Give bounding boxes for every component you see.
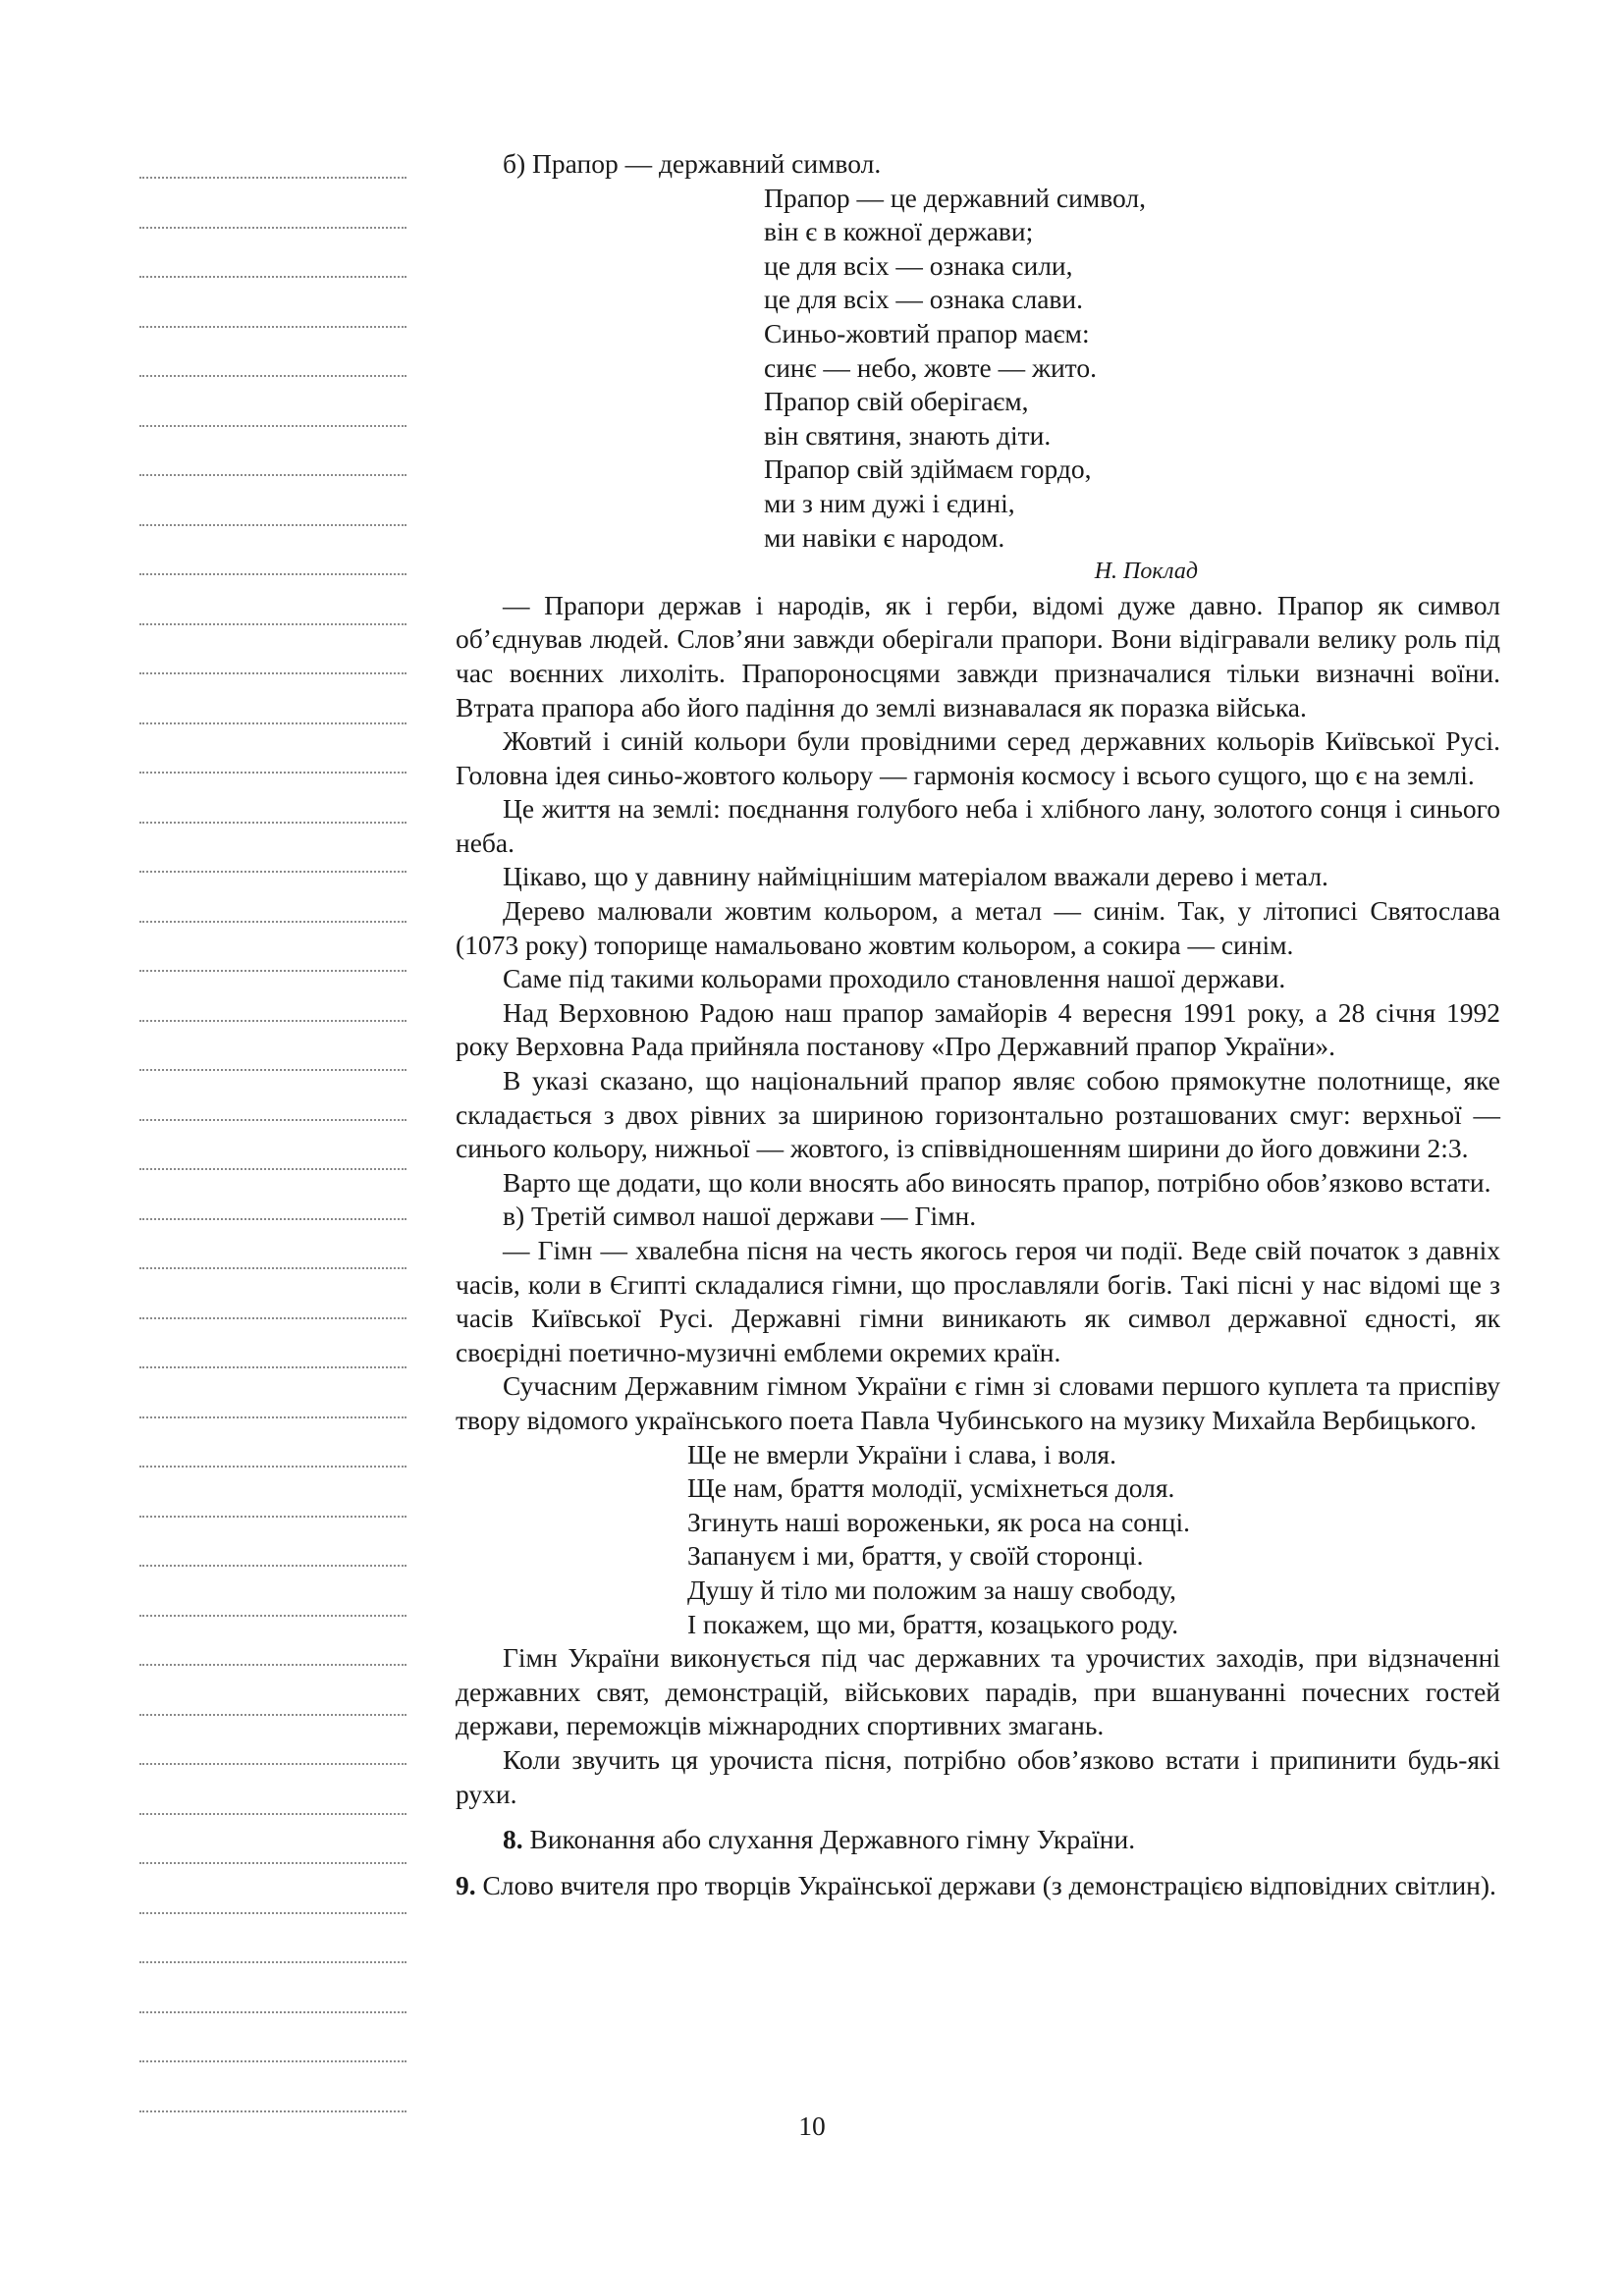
poem-line: Прапор — це державний символ, [764,182,1146,213]
anthem-after-paragraphs [456,1641,1500,1811]
poem-line: Згинуть наші вороженьки, як роса на сонці. [687,1506,1190,1537]
note-line [139,573,406,575]
poem-line: синє — небо, жовте — жито. [764,351,1097,383]
anthem-heading: в) Третій символ нашої держави — Гімн. [503,1201,977,1232]
note-line [139,1366,406,1368]
poem-line: він святиня, знають діти. [764,419,1052,451]
poem-line: Ще нам, браття молодії, усміхнеться доля. [687,1472,1175,1504]
note-line [139,1615,406,1617]
paragraph: Дерево малювали жовтим кольором, а метал — синім. Так, у літописі Святослава (1073 року) топорище намальовано жовтим кольором, а сокира — синім. [456,895,1500,960]
note-line [139,375,406,377]
poem-line: Синьо-жовтий прапор маєм: [764,317,1090,348]
note-line [139,1961,406,1963]
item-8 [456,1823,1500,1857]
note-line [139,1466,406,1468]
note-line [139,425,406,427]
paragraph: Коли звучить ця урочиста пісня, потрібно обов’язково встати і припинити будь-які рухи. [456,1743,1500,1809]
poem-line: Прапор свій здіймаєм гордо, [764,454,1092,485]
poem-line: це для всіх — ознака сили, [764,249,1073,281]
note-line [139,177,406,179]
paragraph: Варто ще додати, що коли вносять або виносять прапор, потрібно обов’язково встати. [503,1166,1491,1198]
note-line [139,1714,406,1716]
note-lines [139,0,406,2296]
poem-author: Н. Поклад [1094,559,1198,585]
note-line [139,970,406,972]
note-line [139,2011,406,2013]
page-number: 10 [798,2110,826,2141]
poem-line: Ще не вмерли України і слава, і воля. [687,1438,1116,1469]
note-line [139,871,406,873]
item-9 [456,1869,1500,1903]
poem-line: Прапор свій оберігаєм, [764,386,1029,417]
poem-line: це для всіх — ознака слави. [764,284,1083,315]
note-line [139,822,406,824]
note-line [139,1119,406,1121]
note-line [139,227,406,229]
poem-line: І покажем, що ми, браття, козацького роду. [687,1608,1179,1639]
item-number: 9. [456,1869,476,1900]
paragraph: В указі сказано, що національний прапор являє собою прямокутне полотнище, яке складається з двох рівних за шириною горизонтально розташованих смуг: верхньої — синього кольору, нижньої — жовтого, із співвідношенням ширини до його довжини 2:3. [456,1065,1500,1164]
note-line [139,524,406,526]
note-line [139,672,406,674]
note-line [139,1317,406,1319]
paragraph: Жовтий і синій кольори були провідними серед державних кольорів Київської Русі. Головна ідея синьо-жовтого кольору — гармонія космосу і всього сущого, що є на землі. [456,725,1500,790]
paragraph: — Прапори держав і народів, як і герби, відомі дуже давно. Прапор як символ об’єднував людей. Слов’яни завжди оберігали прапори. Вони відігравали велику роль під час воєнних лихоліть. Прапороносцями завжди призначалися тільки визначні воїни. Втрата прапора або його падіння до землі визнавалася як поразка війська. [456,589,1500,722]
note-line [139,1416,406,1418]
item-number: 8. [503,1824,523,1855]
flag-heading: б) Прапор — державний символ. [503,148,882,179]
poem-line: ми навіки є народом. [764,521,1005,553]
anthem-lyrics [456,1438,1500,1642]
paragraph: Це життя на землі: поєднання голубого неба і хлібного лану, золотого сонця і синього неба. [456,793,1500,858]
note-line [139,1565,406,1567]
poem-line: ми з ним дужі і єдині, [764,487,1015,518]
note-line [139,1267,406,1269]
paragraph: Над Верховною Радою наш прапор замайорів 4 вересня 1991 року, а 28 січня 1992 року Верховна Рада прийняла постанову «Про Державний прапор України». [456,996,1500,1062]
note-line [139,1862,406,1864]
paragraph: — Гімн — хвалебна пісня на честь якогось героя чи події. Веде свій початок з давніх часів, коли в Єгипті складалися гімни, що прославляли богів. Такі пісні у нас відомі ще з часів Київської Русі. Державні гімни виникають як символ державної єдності, як своєрідні поетично-музичні емблеми окремих країн. [456,1235,1500,1367]
note-line [139,2060,406,2062]
flag-paragraphs [456,589,1500,1201]
note-line [139,1069,406,1071]
poem-line: Душу й тіло ми положим за нашу свободу, [687,1574,1177,1605]
note-line [139,1813,406,1815]
page-content [456,147,1500,1902]
poem-line: він є в кожної держави; [764,216,1034,247]
note-line [139,722,406,724]
note-line [139,474,406,476]
note-line [139,1218,406,1220]
paragraph: Сучасним Державним гімном України є гімн зі словами першого куплета та приспіву твору відомого українського поета Павла Чубинського на музику Михайла Вербицького. [456,1370,1500,1435]
paragraph: Цікаво, що у давнину найміцнішим матеріалом вважали дерево і метал. [503,861,1328,892]
item-text: Слово вчителя про творців Української держави (з демонстрацією відповідних світлин). [482,1869,1496,1900]
note-line [139,276,406,278]
note-line [139,1516,406,1518]
note-line [139,1912,406,1914]
note-line [139,1664,406,1666]
note-line [139,772,406,774]
item-text: Виконання або слухання Державного гімну України. [529,1824,1136,1855]
note-line [139,623,406,625]
note-line [139,1763,406,1765]
anthem-paragraphs [456,1234,1500,1438]
note-line [139,1020,406,1022]
paragraph: Саме під такими кольорами проходило становлення нашої держави. [503,963,1286,994]
note-line [139,921,406,923]
note-line [139,1168,406,1170]
flag-poem [456,182,1500,556]
paragraph: Гімн України виконується під час державних та урочистих заходів, при відзначенні державних свят, демонстрацій, військових парадів, при вшануванні почесних гостей держави, переможців міжнародних спортивних змагань. [456,1642,1500,1741]
poem-line: Запануєм і ми, браття, у своїй сторонці. [687,1540,1144,1572]
note-line [139,326,406,328]
